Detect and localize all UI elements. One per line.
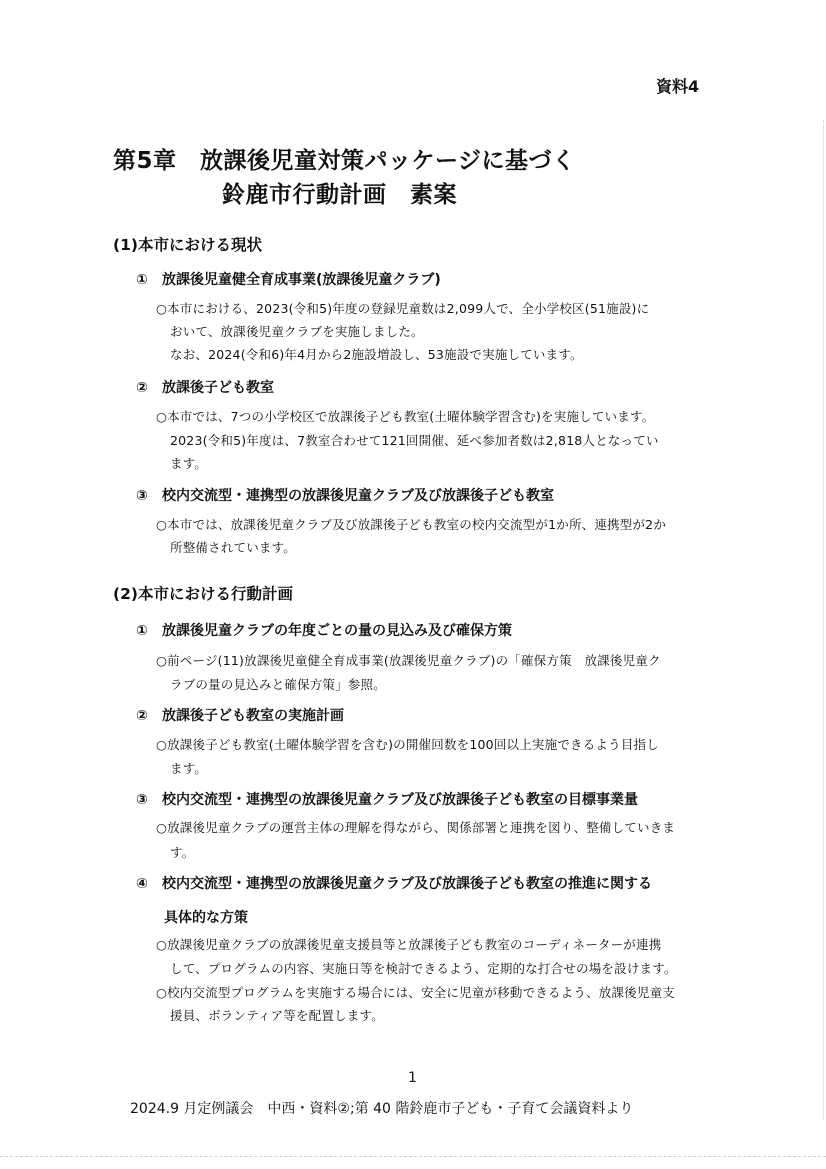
item-number: ② (136, 708, 148, 724)
body-text-line: ○校内交流型プログラムを実施する場合には、安全に児童が移動できるよう、放課後児童支 (156, 985, 675, 1000)
body-text-line: 所整備されています。 (170, 540, 297, 555)
item-heading (136, 789, 638, 809)
item-heading (136, 269, 441, 289)
item-number: ① (136, 623, 148, 639)
item-heading (136, 377, 274, 397)
item-title: 放課後児童クラブの年度ごとの量の見込み及び確保方策 (162, 623, 512, 639)
item-title: 校内交流型・連携型の放課後児童クラブ及び放課後子ども教室の目標事業量 (162, 792, 638, 808)
chapter-title: 第5章 放課後児童対策パッケージに基づく (113, 148, 576, 174)
item-title: 放課後児童健全育成事業(放課後児童クラブ) (162, 272, 441, 288)
body-text-line: ○本市における、2023(令和5)年度の登録児童数は2,099人で、全小学校区(51施設)に (156, 301, 650, 316)
item-heading (136, 620, 512, 640)
body-text-line: ラブの量の見込みと確保方策」参照。 (170, 677, 386, 692)
body-text-line: ○放課後児童クラブの運営主体の理解を得ながら、関係部署と連携を図り、整備していきま (156, 820, 676, 835)
chapter-title-line2: 鈴鹿市行動計画 素案 (222, 182, 457, 208)
item-number: ② (136, 380, 148, 396)
scan-bottom-artifact (0, 1156, 826, 1158)
body-text-line: ○本市では、放課後児童クラブ及び放課後子ども教室の校内交流型が1か所、連携型が2か (156, 517, 667, 532)
item-number: ③ (136, 488, 148, 504)
item-heading (136, 873, 652, 893)
item-heading (136, 705, 344, 725)
item-title: 放課後子ども教室 (162, 380, 274, 396)
page-number: 1 (408, 1070, 417, 1086)
body-text-line: ○本市では、7つの小学校区で放課後子ども教室(土曜体験学習含む)を実施しています。 (156, 409, 655, 424)
item-title: 校内交流型・連携型の放課後児童クラブ及び放課後子ども教室 (162, 488, 554, 504)
body-text-line: おいて、放課後児童クラブを実施しました。 (170, 324, 424, 339)
item-heading (136, 485, 554, 505)
body-text-line: なお、2024(令和6)年4月から2施設増設し、53施設で実施しています。 (170, 347, 583, 362)
item-title: 放課後子ども教室の実施計画 (162, 708, 344, 724)
section-heading-action-plan: (2)本市における行動計画 (113, 585, 293, 603)
body-text-line: ○前ページ(11)放課後児童健全育成事業(放課後児童クラブ)の「確保方策 放課後児童ク (156, 653, 661, 668)
body-text-line: して、プログラムの内容、実施日等を検討できるよう、定期的な打合せの場を設けます。 (170, 961, 677, 976)
scan-edge-artifact (821, 120, 824, 1120)
item-number: ① (136, 272, 148, 288)
body-text-line: 援員、ボランティア等を配置します。 (170, 1008, 384, 1023)
body-text-line: す。 (170, 845, 195, 860)
section-heading-current-status: (1)本市における現状 (113, 236, 262, 254)
item-number: ③ (136, 792, 148, 808)
body-text-line: ます。 (170, 456, 208, 471)
item-title-continuation: 具体的な方策 (164, 910, 248, 926)
body-text-line: ○放課後子ども教室(土曜体験学習を含む)の開催回数を100回以上実施できるよう目指し (156, 737, 659, 752)
body-text-line: ます。 (170, 761, 208, 776)
item-number: ④ (136, 876, 148, 892)
item-title: 校内交流型・連携型の放課後児童クラブ及び放課後子ども教室の推進に関する (162, 876, 652, 892)
body-text-line: ○放課後児童クラブの放課後児童支援員等と放課後子ども教室のコーディネーターが連携 (156, 937, 662, 952)
document-label: 資料4 (656, 77, 700, 96)
body-text-line: 2023(令和5)年度は、7教室合わせて121回開催、延べ参加者数は2,818人となってい (170, 433, 659, 448)
footer-source-note: 2024.9 月定例議会 中西・資料②;第 40 階鈴鹿市子ども・子育て会議資料より (130, 1101, 634, 1117)
